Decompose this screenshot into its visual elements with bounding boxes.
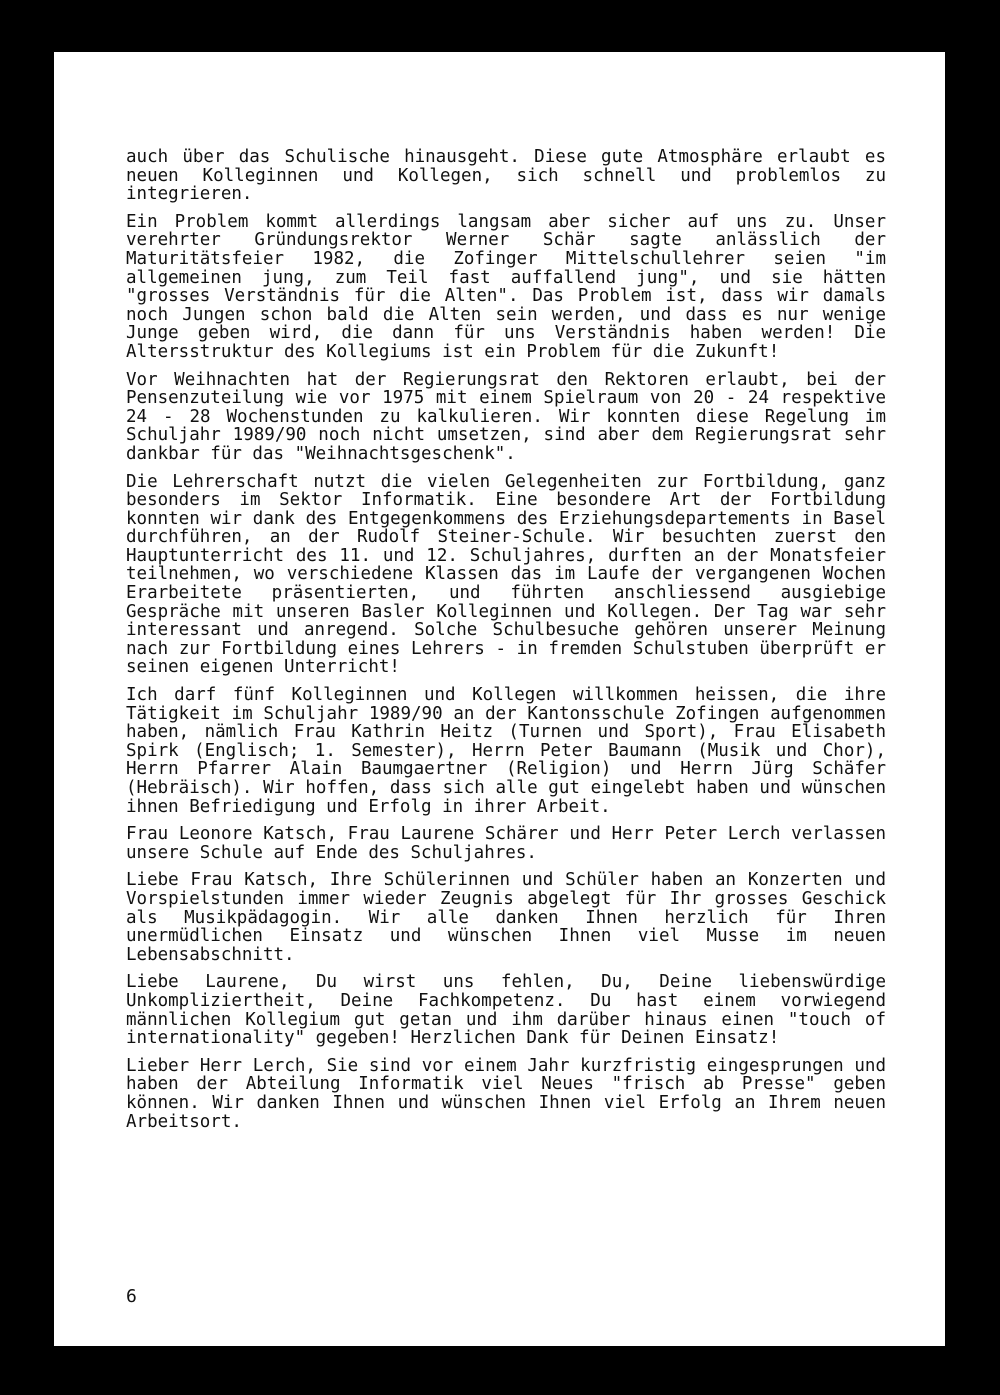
- body-text: [126, 148, 886, 1140]
- document-page: [54, 52, 945, 1346]
- paragraph-8: Liebe Laurene, Du wirst uns fehlen, Du, Deine liebenswürdige Unkompliziertheit, Deine Fachkompetenz. Du hast einem vorwiegend männlichen Kollegium gut getan und ihm darüber hinaus einen "touch of internationality" gegeben! Herzlichen Dank für Deinen Einsatz!: [126, 972, 886, 1049]
- paragraph-4: Die Lehrerschaft nutzt die vielen Gelegenheiten zur Fortbildung, ganz besonders im Sektor Informatik. Eine besondere Art der Fortbildung konnten wir dank des Entgegenkommens des Erziehungsdepartements in Basel durchführen, an der Rudolf Steiner-Schule. Wir besuchten zuerst den Hauptunterricht des 11. und 12. Schuljahres, durften an der Monatsfeier teilnehmen, wo verschiedene Klassen das im Laufe der vergangenen Wochen Erarbeitete präsentierten, und führten anschliessend ausgiebige Gespräche mit unseren Basler Kolleginnen und Kollegen. Der Tag war sehr interessant und anregend. Solche Schulbesuche gehören unserer Meinung nach zur Fortbildung eines Lehrers - in fremden Schulstuben überprüft er seinen eigenen Unterricht!: [126, 471, 886, 678]
- paragraph-9: Lieber Herr Lerch, Sie sind vor einem Jahr kurzfristig eingesprungen und haben der Abteilung Informatik viel Neues "frisch ab Presse" geben können. Wir danken Ihnen und wünschen Ihnen viel Erfolg an Ihrem neuen Arbeitsort.: [126, 1055, 886, 1132]
- paragraph-5: Ich darf fünf Kolleginnen und Kollegen willkommen heissen, die ihre Tätigkeit im Schuljahr 1989/90 an der Kantonsschule Zofingen aufgenommen haben, nämlich Frau Kathrin Heitz (Turnen und Sport), Frau Elisabeth Spirk (Englisch; 1. Semester), Herrn Peter Baumann (Musik und Chor), Herrn Pfarrer Alain Baumgaertner (Religion) und Herrn Jürg Schäfer (Hebräisch). Wir hoffen, dass sich alle gut eingelebt haben und wünschen ihnen Befriedigung und Erfolg in ihrer Arbeit.: [126, 685, 886, 817]
- paragraph-1: auch über das Schulische hinausgeht. Diese gute Atmosphäre erlaubt es neuen Kolleginnen und Kollegen, sich schnell und problemlos zu integrieren.: [126, 147, 886, 205]
- page-number: 6: [126, 1286, 137, 1307]
- paragraph-6: Frau Leonore Katsch, Frau Laurene Schärer und Herr Peter Lerch verlassen unsere Schule auf Ende des Schuljahres.: [126, 824, 886, 863]
- paragraph-3: Vor Weihnachten hat der Regierungsrat den Rektoren erlaubt, bei der Pensenzuteilung wie vor 1975 mit einem Spielraum von 20 - 24 respektive 24 - 28 Wochenstunden zu kalkulieren. Wir konnten diese Regelung im Schuljahr 1989/90 noch nicht umsetzen, sind aber dem Regierungsrat sehr dankbar für das "Weihnachtsgeschenk".: [126, 369, 886, 464]
- paragraph-2: Ein Problem kommt allerdings langsam aber sicher auf uns zu. Unser verehrter Gründungsrektor Werner Schär sagte anlässlich der Maturitätsfeier 1982, die Zofinger Mittelschullehrer seien "im allgemeinen jung, zum Teil fast auffallend jung", und sie hätten "grosses Verständnis für die Alten". Das Problem ist, dass wir damals noch Jungen schon bald die Alten sein werden, und dass es nur wenige Junge geben wird, die dann für uns Verständnis haben werden! Die Altersstruktur des Kollegiums ist ein Problem für die Zukunft!: [126, 211, 886, 362]
- paragraph-7: Liebe Frau Katsch, Ihre Schülerinnen und Schüler haben an Konzerten und Vorspielstunden immer wieder Zeugnis abgelegt für Ihr grosses Geschick als Musikpädagogin. Wir alle danken Ihnen herzlich für Ihren unermüdlichen Einsatz und wünschen Ihnen viel Musse im neuen Lebensabschnitt.: [126, 870, 886, 965]
